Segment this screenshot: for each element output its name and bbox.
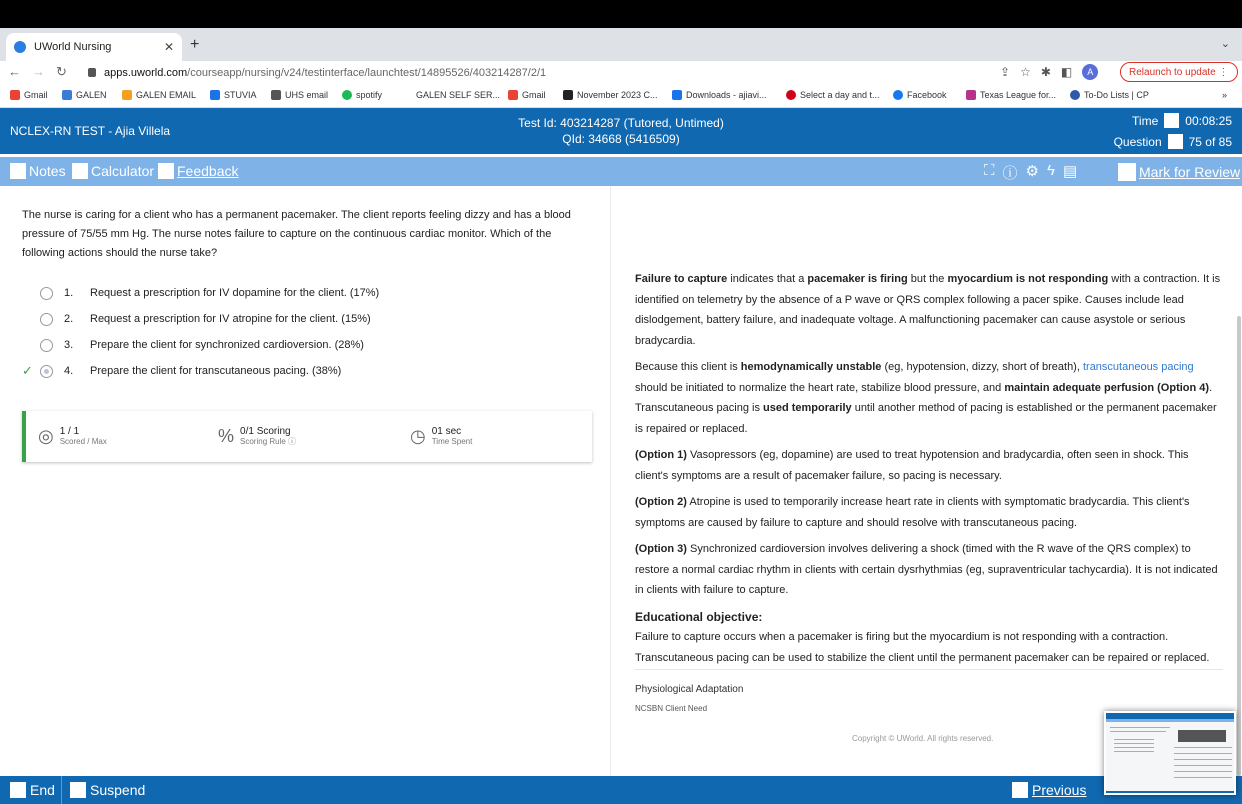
more-bookmarks-icon[interactable]: » [1222,90,1228,100]
screen-top-bar [0,0,1242,28]
answer-text: Prepare the client for synchronized cardioversion. (28%) [90,339,364,351]
client-need-category: Physiological Adaptation [635,684,744,695]
extensions-icon[interactable]: ✱ [1040,65,1051,79]
educational-objective-title: Educational objective: [635,609,763,624]
bookmark-texas-league[interactable] [966,90,1056,100]
suspend-icon [70,782,86,798]
text: Because this client is [635,361,741,373]
option-label: (Option 2) [635,496,687,508]
calculator-icon [72,163,88,179]
score-summary-card [22,411,592,462]
calculator-button[interactable] [72,163,154,179]
explanation-option-2 [635,492,1223,533]
bookmark-select-day[interactable] [786,90,880,100]
suspend-button[interactable] [64,776,151,804]
explanation-pane [635,269,1223,668]
notes-icon [10,163,26,179]
end-label: End [30,782,55,798]
mark-checkbox[interactable] [1118,163,1136,181]
thumbnail-line [1174,753,1232,754]
bookmark-galen-self-service[interactable] [416,90,500,100]
scoring-value: 0/1 Scoring [240,425,291,437]
question-pane [0,186,610,776]
test-name: NCLEX-RN TEST - Ajia Villela [10,124,171,138]
scoring-rule-stat [218,426,296,447]
bold-text: myocardium is not responding [947,273,1109,285]
question-label: Question [1113,134,1162,149]
relaunch-button[interactable]: Relaunch to update ⋮ [1120,62,1238,82]
url-host: apps.uworld.com [104,66,188,79]
side-panel-icon[interactable]: ◧ [1060,65,1073,79]
question-id: QId: 34668 (5416509) [562,132,680,146]
bookmark-label: STUVIA [224,90,257,100]
bookmark-spotify[interactable] [342,90,382,100]
bookmark-facebook[interactable] [893,90,947,100]
text: but the [907,273,948,285]
close-tab-icon[interactable]: ✕ [163,40,174,54]
time-label: Time [1132,113,1159,128]
bookmark-star-icon[interactable]: ☆ [1020,65,1031,79]
text: until another method of pacing is established or the permanent pacemaker is repaired or replaced. [635,402,1217,435]
answer-choice-2[interactable] [22,306,592,332]
feedback-label: Feedback [177,163,239,179]
text: with a contraction. It is identified on telemetry by the absence of a P wave or QRS complex following a pacer spike. Causes include lead dislodgement, battery failure, and inadequate voltage. A malfunctioning pacemaker can cause asystole or serious bradycardia. [635,273,1221,347]
bold-text: hemodynamically unstable [740,361,882,373]
bookmark-label: Select a day and t... [800,90,880,100]
back-arrow-icon[interactable]: ← [8,64,21,79]
bookmarks-bar [0,84,1242,108]
thumbnail-line [1174,747,1232,748]
screenshot-thumbnail-preview[interactable] [1104,711,1236,795]
previous-button[interactable] [1006,776,1092,804]
bookmark-november[interactable] [563,90,658,100]
text: indicates that a [727,273,808,285]
text: Vasopressors (eg, dopamine) are used to treat hypotension and bradycardia, often seen in shock. This client's symptoms are a result of pacemaker failure, so pacing is necessary. [635,449,1189,482]
bold-text: maintain adequate perfusion (Option 4) [1004,381,1210,394]
client-need-label: NCSBN Client Need [635,704,708,713]
thumbnail-line [1114,743,1154,744]
answer-text: Request a prescription for IV atropine for the client. (15%) [90,313,371,325]
browser-tab[interactable] [6,33,182,61]
lock-icon [88,68,96,77]
answer-choices [22,280,592,384]
thumbnail-line [1114,751,1154,752]
bookmark-uhs-email[interactable] [271,90,328,100]
new-tab-icon[interactable]: + [190,36,200,53]
radio-button[interactable] [40,339,53,352]
bold-text: Failure to capture [635,273,728,285]
question-stem: The nurse is caring for a client who has a permanent pacemaker. The client reports feeling dizzy and has a blood pressure of 75/55 mm Hg. The nurse notes failure to capture on the continuous cardiac monitor. Which of the following actions should the nurse take? [22,209,571,259]
test-id-block [0,115,1242,147]
explanation-scrollbar[interactable] [1237,316,1241,776]
bookmark-label: November 2023 C... [577,90,658,100]
timer [1132,113,1232,128]
bookmark-label: UHS email [285,90,329,100]
bookmark-label: GALEN SELF SER... [416,90,501,100]
section-divider [635,669,1223,670]
time-value: 00:08:25 [1185,113,1232,128]
test-header [0,108,1242,154]
share-icon[interactable]: ⇪ [1000,65,1011,79]
notebook-icon[interactable]: ▤ [1062,163,1078,180]
option-label: (Option 3) [635,543,687,555]
clock-icon: ◷ [410,426,426,446]
thumbnail-line [1174,777,1232,778]
transcutaneous-pacing-link[interactable]: transcutaneous pacing [1082,361,1194,373]
pane-divider[interactable] [610,186,611,776]
question-toggle[interactable] [1168,134,1183,149]
thumbnail-line [1114,739,1154,740]
scored-stat [38,426,107,447]
radio-button[interactable] [40,287,53,300]
feedback-icon [158,163,174,179]
mark-review-label: Mark for Review [1139,164,1241,180]
suspend-label: Suspend [90,782,146,798]
tab-search-chevron-icon[interactable]: ⌄ [1220,38,1230,50]
relaunch-label: Relaunch to update [1129,66,1216,78]
answer-number: 3. [64,339,74,351]
thumbnail-line [1110,727,1170,728]
text: Atropine is used to temporarily increase heart rate in clients with symptomatic bradycardia. This client's symptoms are caused by failure to capture and should resolve with transcutaneous pacing. [635,496,1190,529]
bookmark-label: GALEN [76,90,107,100]
browser-tab-bar [0,28,1242,61]
bookmark-todo-lists[interactable] [1070,90,1149,100]
previous-label: Previous [1032,782,1087,798]
text: should be initiated to normalize the heart rate, stabilize blood pressure, and [635,381,1005,394]
thumbnail-line [1114,747,1154,748]
mark-for-review-button[interactable] [1118,163,1240,181]
text: . Transcutaneous pacing is [635,381,1213,414]
answer-text: Prepare the client for transcutaneous pacing. (38%) [90,365,342,377]
correct-check-icon: ✓ [22,363,33,378]
question-value: 75 of 85 [1188,134,1232,149]
answer-choice-1[interactable] [22,280,592,306]
timer-toggle[interactable] [1164,113,1179,128]
answer-number: 1. [64,287,74,299]
thumbnail-toolbar [1106,719,1234,722]
url-field[interactable] [88,63,1011,82]
notes-label: Notes [29,163,66,179]
radio-button[interactable] [40,313,53,326]
option-label: (Option 1) [635,449,687,461]
answer-number: 4. [64,365,74,377]
bold-text: used temporarily [763,402,852,414]
explanation-paragraph-2 [635,357,1223,439]
test-footer [0,776,1242,804]
text: (eg, hypotension, dizzy, short of breath), [881,361,1083,373]
explanation-option-1 [635,445,1223,486]
answer-choice-3[interactable] [22,332,592,358]
tab-title: UWorld Nursing [34,41,112,53]
test-toolbar [0,157,1242,186]
notes-button[interactable] [10,163,66,179]
radio-button-selected[interactable] [40,365,53,378]
end-button[interactable] [4,776,62,804]
answer-choice-4[interactable] [22,358,592,384]
fullscreen-icon[interactable]: ⛶ [984,162,995,179]
thumbnail-footer [1106,791,1234,795]
time-spent-value: 01 sec [431,425,462,437]
bold-text: pacemaker is firing [807,273,908,285]
bookmark-galen-email[interactable] [122,90,196,100]
address-bar-row [0,61,1242,84]
settings-gear-icon[interactable]: ⚙ [1025,163,1039,180]
scored-value: 1 / 1 [59,425,80,437]
thumbnail-image-block [1178,730,1226,742]
thumbnail-line [1174,771,1232,772]
question-counter [1114,134,1232,149]
text: Synchronized cardioversion involves delivering a shock (timed with the R wave of the QRS complex) to restore a normal cardiac rhythm in clients with certain dysrhythmias (eg, supraventricular tachycardia). It is not indicated in clients with failure to capture. [635,543,1218,596]
bookmark-gmail[interactable] [10,90,48,100]
test-id: Test Id: 403214287 (Tutored, Untimed) [518,116,724,130]
thumbnail-line [1174,765,1232,766]
forward-arrow-icon[interactable]: → [32,64,45,79]
reload-icon[interactable]: ↻ [56,64,67,79]
copyright: Copyright © UWorld. All rights reserved. [852,734,994,743]
calculator-label: Calculator [91,163,155,179]
educational-objective-text: Failure to capture occurs when a pacemaker is firing but the myocardium is not responding with a contraction. Transcutaneous pacing can be used to stabilize the client until the permanent pacemaker can be repaired or replaced. [635,631,1210,664]
lab-values-icon[interactable]: ϟ [1046,162,1055,179]
explanation-paragraph-1 [635,269,1223,351]
scored-label: Scored / Max [59,436,107,446]
bookmark-downloads[interactable] [672,90,767,100]
bookmark-label: Texas League for... [980,90,1057,100]
thumbnail-line [1110,731,1166,732]
bookmark-label: GALEN EMAIL [136,90,197,100]
uworld-favicon-icon [14,41,26,53]
bookmark-label: Gmail [24,90,48,100]
bookmark-gmail-2[interactable] [508,90,546,100]
thumbnail-line [1174,759,1232,760]
previous-icon [1012,782,1028,798]
profile-avatar[interactable]: A [1082,64,1098,80]
bookmark-label: Downloads - ajiavi... [686,90,767,100]
bookmark-stuvia[interactable] [210,90,257,100]
feedback-button[interactable] [158,163,238,179]
bookmark-label: To-Do Lists | CP [1084,90,1149,100]
bookmark-label: spotify [356,90,383,100]
time-spent-label: Time Spent [431,436,473,446]
end-icon [10,782,26,798]
answer-text: Request a prescription for IV dopamine for the client. (17%) [90,287,380,299]
answer-number: 2. [64,313,74,325]
percent-icon: % [218,426,235,446]
explanation-option-3 [635,539,1223,601]
time-spent-stat [410,426,472,447]
bookmark-label: Facebook [907,90,947,100]
bookmark-galen[interactable] [62,90,107,100]
bookmark-label: Gmail [522,90,546,100]
scoring-label[interactable]: Scoring Rule ⓘ [240,436,297,446]
help-icon[interactable]: ⓘ [1002,165,1018,182]
target-icon: ◎ [38,426,54,446]
url-path: /courseapp/nursing/v24/testinterface/launchtest/14895526/403214287/2/1 [187,66,547,79]
